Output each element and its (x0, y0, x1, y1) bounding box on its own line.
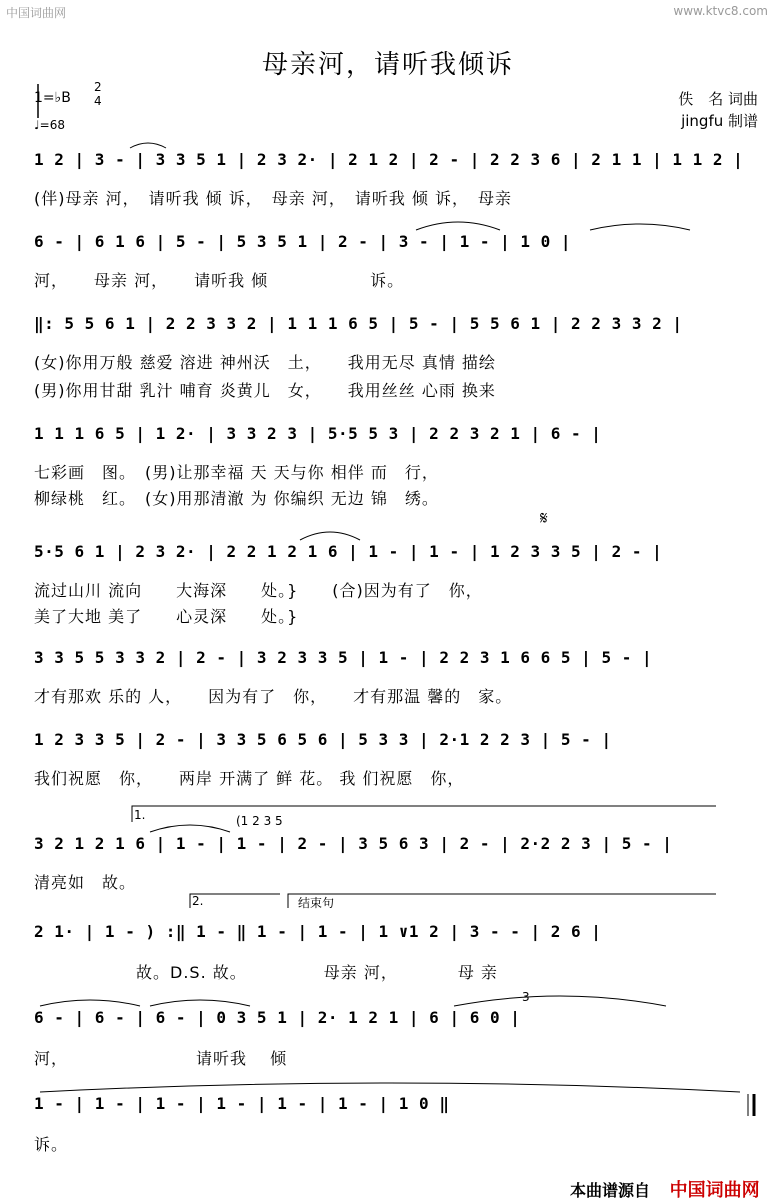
tie-row10b (150, 1000, 250, 1006)
coda-bracket (288, 894, 716, 908)
lyric-row-4a: 七彩画 图。 (男)让那幸福 天 天与你 相伴 而 行， (34, 463, 439, 482)
lyric-row-4b: 柳绿桃 红。 (女)用那清澈 为 你编织 无边 锦 绣。 (34, 489, 439, 508)
notation-row-11: 1 - | 1 - | 1 - | 1 - | 1 - | 1 - | 1 0 ‖ (34, 1094, 450, 1113)
tie-row10c (454, 996, 666, 1006)
song-title: 母亲河，请听我倾诉 (261, 50, 514, 80)
segno-mark: 𝄋 (540, 508, 548, 529)
notation-row-1: 1 2 | 3 - | 3 3 5 1 | 2 3 2· | 2 1 2 | 2 - | 2 2 3 6 | 2 1 1 | 1 1 2 | (34, 150, 744, 169)
tie-row5 (300, 532, 360, 540)
tie-row2 (416, 222, 500, 230)
footer-site-name: 中国词曲网 (669, 1180, 760, 1201)
coda-label: 结束句 (298, 896, 335, 910)
lyric-row-11: 诉。 (34, 1135, 69, 1154)
tie-row8 (150, 825, 230, 832)
tie-row11 (40, 1083, 740, 1092)
lyric-row-8: 清亮如 故。 (34, 873, 137, 892)
lyric-row-7: 我们祝愿 你， 两岸 开满了 鲜 花。 我 们祝愿 你， (34, 769, 465, 788)
notation-row-6: 3 3 5 5 3 3 2 | 2 - | 3 2 3 3 5 | 1 - | 2 2 3 1 6 6 5 | 5 - | (34, 648, 653, 667)
triplet-mark: 3 (522, 990, 530, 1004)
volta-1-label: 1. (134, 808, 146, 822)
tempo-mark: ♩=68 (34, 118, 65, 132)
time-bottom: 4 (94, 94, 102, 108)
notation-row-7: 1 2 3 3 5 | 2 - | 3 3 5 6 5 6 | 5 3 3 | 2·1 2 2 3 | 5 - | (34, 730, 612, 749)
lyric-row-5a: 流过山川 流向 大海深 处。} (合)因为有了 你， (34, 581, 483, 600)
watermark-left: 中国词曲网 (6, 6, 67, 20)
lyric-row-5b: 美了大地 美了 心灵深 处。} (34, 607, 299, 626)
volta-1-bracket (132, 806, 716, 822)
composer-credit: 佚 名 词曲 (678, 90, 758, 108)
lyric-row-3a: (女)你用万般 慈爱 溶进 神州沃 土， 我用无尽 真情 描绘 (34, 353, 496, 372)
key-signature: 1=♭B (34, 90, 71, 106)
lyric-row-3b: (男)你用甘甜 乳汁 哺育 炎黄儿 女， 我用丝丝 心雨 换来 (34, 381, 496, 400)
lyric-row-6: 才有那欢 乐的 人， 因为有了 你， 才有那温 馨的 家。 (34, 687, 513, 706)
notation-row-5: 5·5 6 1 | 2 3 2· | 2 2 1 2 1 6 | 1 - | 1 - | 1 2 3 3 5 | 2 - | (34, 542, 663, 561)
lyric-row-10: 河， 请听我 倾 (34, 1049, 288, 1068)
notation-row-10: 6 - | 6 - | 6 - | 0 3 5 1 | 2· 1 2 1 | 6 | 6 0 | (34, 1008, 521, 1027)
tie-row10a (40, 1000, 140, 1006)
lyric-row-1: (伴)母亲 河， 请听我 倾 诉， 母亲 河， 请听我 倾 诉， 母亲 (34, 189, 513, 208)
time-top: 2 (94, 80, 102, 94)
notation-row-8: 3 2 1 2 1 6 | 1 - | 1 - | 2 - | 3 5 6 3 | 2 - | 2·2 2 3 | 5 - | (34, 834, 673, 853)
bracketed-notes: (1 2 3 5 (236, 814, 283, 828)
tie-row2b (590, 224, 690, 230)
transcriber-credit: jingfu 制谱 (681, 112, 758, 130)
footer-source-label: 本曲谱源自 (570, 1181, 651, 1200)
volta-2-label: 2. (192, 894, 204, 908)
watermark-right: www.ktvc8.com (673, 4, 768, 18)
notation-row-4: 1 1 1 6 5 | 1 2· | 3 3 2 3 | 5·5 5 3 | 2 2 3 2 1 | 6 - | (34, 424, 602, 443)
tie-row1 (130, 143, 166, 148)
notation-row-2: 6 - | 6 1 6 | 5 - | 5 3 5 1 | 2 - | 3 - | 1 - | 1 0 | (34, 232, 572, 251)
notation-row-3: ‖: 5 5 6 1 | 2 2 3 3 2 | 1 1 1 6 5 | 5 - | 5 5 6 1 | 2 2 3 3 2 | (34, 314, 683, 333)
lyric-row-9: 故。D.S. 故。 母亲 河， 母 亲 (34, 963, 498, 982)
volta-2-bracket (190, 894, 280, 908)
lyric-row-2: 河， 母亲 河， 请听我 倾 诉。 (34, 271, 405, 290)
notation-row-9: 2 1· | 1 - ) :‖ 1 - ‖ 1 - | 1 - | 1 ∨1 2 | 3 - - | 2 6 | (34, 922, 602, 941)
